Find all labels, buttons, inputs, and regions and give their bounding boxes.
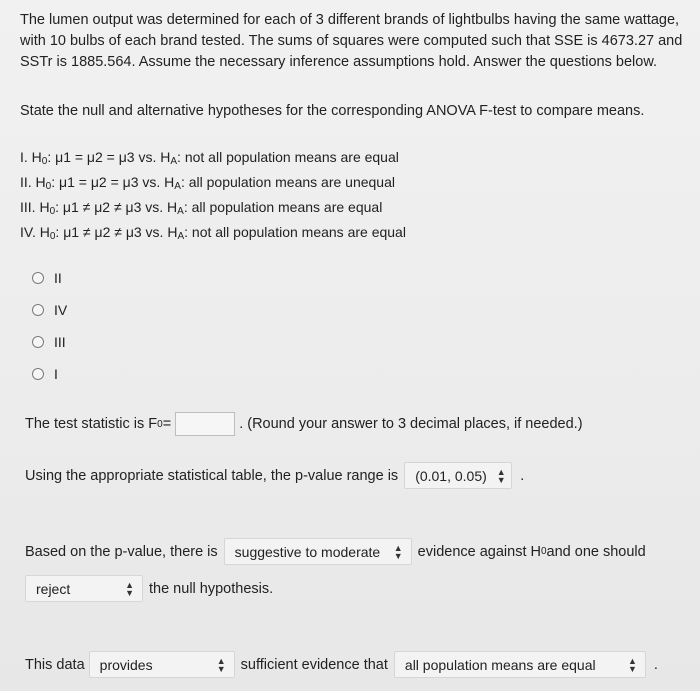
evidence-selected: suggestive to moderate xyxy=(234,543,381,560)
problem-intro xyxy=(20,10,700,73)
hypothesis-null: μ1 ≠ μ2 ≠ μ3 xyxy=(62,199,142,215)
pvalue-selected: (0.01, 0.05) xyxy=(415,467,487,484)
option-ii[interactable] xyxy=(32,262,67,294)
test-statistic-row xyxy=(25,412,583,436)
decision-row xyxy=(25,575,273,602)
option-iv[interactable] xyxy=(32,294,67,326)
hypothesis-item: III. $H_0$: μ1 ≠ μ2 ≠ μ3 vs. $H_A$: all population means are equal xyxy=(20,199,383,217)
option-label: II xyxy=(54,270,62,286)
hypothesis-item: II. $H_0$: μ1 = μ2 = μ3 vs. $H_A$: all population means are unequal xyxy=(20,174,395,192)
conclusion-row xyxy=(25,651,658,678)
test-statistic-subscript: 0 xyxy=(157,418,163,430)
conclusion-claim-select[interactable] xyxy=(394,651,646,678)
option-i[interactable] xyxy=(32,358,67,390)
evidence-against-label: evidence against H xyxy=(417,543,541,560)
decision-selected: reject xyxy=(36,580,71,597)
intro-line-1: The lumen output was determined for each of 3 different brands of lightbulbs having the same wattage, xyxy=(20,12,680,28)
select-arrows-icon: ▲ ▼ xyxy=(393,542,403,561)
option-iii[interactable] xyxy=(32,326,67,358)
hypothesis-number: III. xyxy=(20,199,36,215)
hypothesis-alternative: all population means are unequal xyxy=(188,174,395,190)
test-statistic-input[interactable] xyxy=(175,412,235,436)
provides-select[interactable] xyxy=(89,651,235,678)
evidence-strength-select[interactable] xyxy=(224,538,412,565)
option-label: IV xyxy=(54,302,68,318)
hypothesis-null: μ1 = μ2 = μ3 xyxy=(59,174,139,190)
conclusion-period: . xyxy=(653,656,658,673)
hypothesis-number: II. xyxy=(20,174,32,190)
radio-button[interactable] xyxy=(32,368,44,380)
radio-button[interactable] xyxy=(32,336,44,348)
hypothesis-alternative: not all population means are equal xyxy=(191,224,406,240)
and-one-should-label: and one should xyxy=(546,543,646,560)
hypothesis-null: μ1 ≠ μ2 ≠ μ3 xyxy=(63,224,142,240)
hypothesis-number: IV. xyxy=(20,224,36,240)
pvalue-select[interactable] xyxy=(404,462,512,489)
sufficient-evidence-label: sufficient evidence that xyxy=(240,656,388,673)
hypothesis-item: IV. $H_0$: μ1 ≠ μ2 ≠ μ3 vs. $H_A$: not all population means are equal xyxy=(20,224,406,242)
hypothesis-item: I. $H_0$: μ1 = μ2 = μ3 vs. $H_A$: not all population means are equal xyxy=(20,149,399,167)
option-label: I xyxy=(54,366,58,382)
hypotheses-list xyxy=(20,147,406,247)
hypothesis-null: μ1 = μ2 = μ3 xyxy=(55,149,135,165)
equals-sign: = xyxy=(162,416,172,432)
null-subscript: 0 xyxy=(540,546,547,557)
radio-button[interactable] xyxy=(32,304,44,316)
evidence-row xyxy=(25,538,646,565)
option-label: III xyxy=(54,334,66,350)
pvalue-row xyxy=(25,462,524,489)
rounding-instruction: . (Round your answer to 3 decimal places, if needed.) xyxy=(239,416,583,432)
null-hypothesis-label: the null hypothesis. xyxy=(149,580,274,597)
conclusion-label: This data xyxy=(25,656,85,673)
pvalue-label: Using the appropriate statistical table, the p-value range is xyxy=(25,467,399,484)
hypothesis-alternative: all population means are equal xyxy=(191,199,383,215)
answer-options xyxy=(32,262,67,390)
hypothesis-number: I. xyxy=(20,149,28,165)
hypothesis-question: State the null and alternative hypotheses for the corresponding ANOVA F-test to compare means. xyxy=(20,103,645,119)
provides-selected: provides xyxy=(99,656,153,673)
pvalue-period: . xyxy=(520,467,525,484)
intro-line-2: with 10 bulbs of each brand tested. The sums of squares were computed such that SSE is 4673.27 and xyxy=(20,33,683,49)
claim-selected: all population means are equal xyxy=(404,656,596,673)
select-arrows-icon: ▲ ▼ xyxy=(125,579,134,598)
evidence-label: Based on the p-value, there is xyxy=(25,543,218,560)
intro-line-3: SSTr is 1885.564. Assume the necessary inference assumptions hold. Answer the questions below. xyxy=(20,54,658,70)
hypothesis-alternative: not all population means are equal xyxy=(184,149,399,165)
decision-select[interactable] xyxy=(25,575,143,602)
test-statistic-label: The test statistic is F xyxy=(25,416,158,432)
radio-button[interactable] xyxy=(32,272,44,284)
select-arrows-icon: ▲ ▼ xyxy=(496,466,506,485)
select-arrows-icon: ▲ ▼ xyxy=(627,655,637,674)
select-arrows-icon: ▲ ▼ xyxy=(216,655,226,674)
